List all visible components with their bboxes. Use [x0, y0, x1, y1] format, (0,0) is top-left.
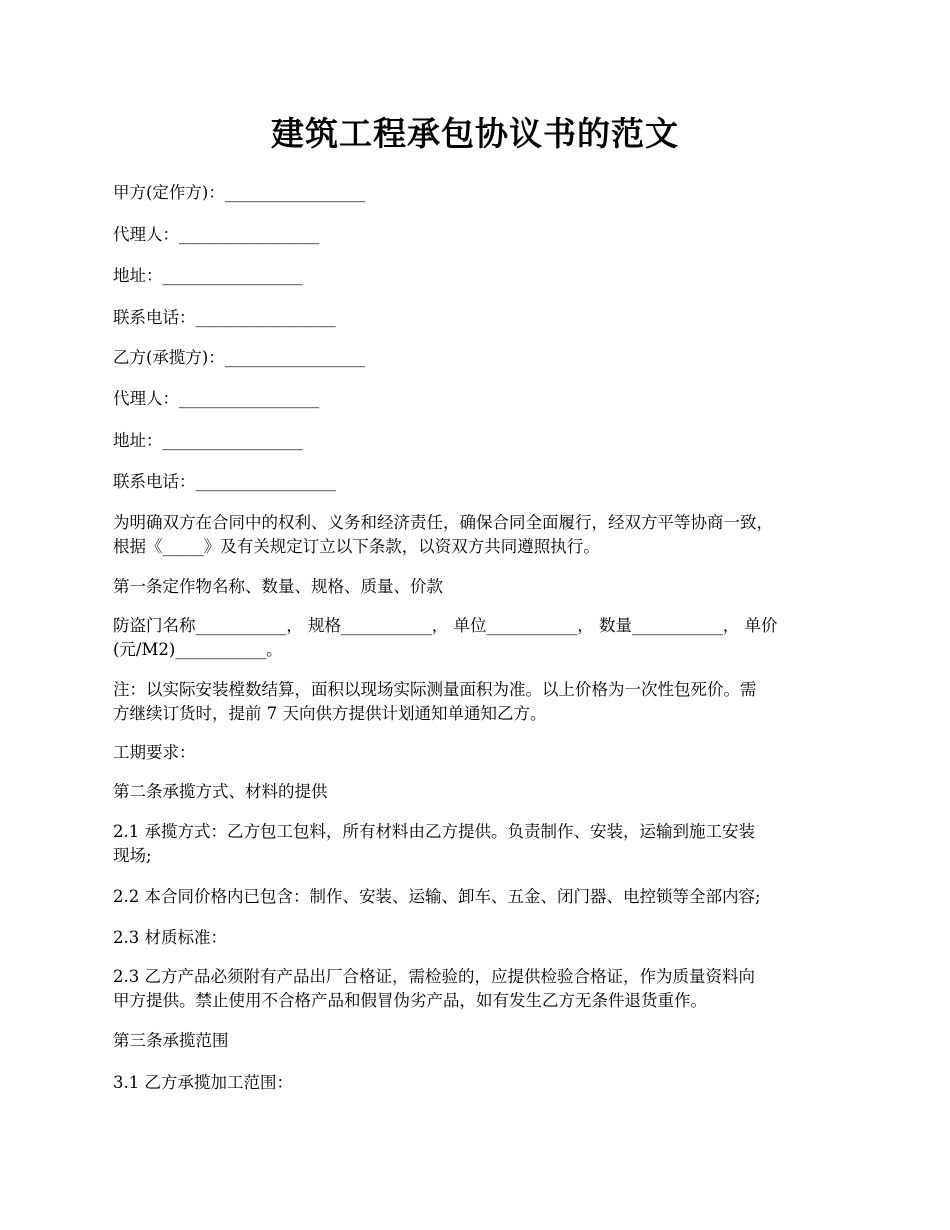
- clause-2-1-line-1: 2.1 承揽方式：乙方包工包料，所有材料由乙方提供。负责制作、安装，运输到施工安装: [113, 822, 755, 841]
- article-1-heading: 第一条定作物名称、数量、规格、质量、价款: [113, 577, 443, 596]
- party-a-phone: 联系电话：_________________: [113, 308, 336, 327]
- party-b-label: 乙方(承揽方)：_________________: [113, 348, 366, 367]
- article-2-heading: 第二条承揽方式、材料的提供: [113, 782, 328, 801]
- article-3-heading: 第三条承揽范围: [113, 1031, 229, 1050]
- preamble-line-1: 为明确双方在合同中的权利、义务和经济责任，确保合同全面履行，经双方平等协商一致，: [113, 513, 773, 532]
- party-b-agent: 代理人：_________________: [113, 389, 320, 408]
- party-a-agent: 代理人：_________________: [113, 225, 320, 244]
- clause-2-1-line-2: 现场;: [113, 846, 152, 865]
- preamble-paragraph: [113, 511, 843, 559]
- note-line-1: 注：以实际安装樘数结算，面积以现场实际测量面积为准。以上价格为一次性包死价。需: [113, 680, 757, 699]
- note-line-2: 方继续订货时，提前 7 天向供方提供计划通知单通知乙方。: [113, 704, 547, 723]
- party-b-phone: 联系电话：_________________: [113, 472, 336, 491]
- clause-2-3-line-2: 甲方提供。禁止使用不合格产品和假冒伪劣产品，如有发生乙方无条件退货重作。: [113, 991, 707, 1010]
- field-price: 单价: [744, 616, 778, 635]
- field-spec: 规格___________，: [308, 616, 449, 635]
- article-1-note: [113, 678, 843, 726]
- article-1-fields: [113, 614, 843, 662]
- clause-2-2: 2.2 本合同价格内已包含：制作、安装、运输、卸车、五金、闭门器、电控锁等全部内容;: [113, 887, 761, 906]
- preamble-line-2: 根据《_____》及有关规定订立以下条款，以资双方共同遵照执行。: [113, 537, 600, 556]
- document-title: 建筑工程承包协议书的范文: [271, 114, 679, 153]
- clause-2-1: [113, 820, 843, 868]
- schedule-requirement: 工期要求：: [113, 743, 196, 762]
- party-a-address: 地址：_________________: [113, 266, 303, 285]
- clause-2-3-certificate: [113, 965, 843, 1013]
- clause-2-3-line-1: 2.3 乙方产品必须附有产品出厂合格证，需检验的，应提供检验合格证，作为质量资料向: [113, 967, 755, 986]
- field-quantity: 数量___________，: [599, 616, 740, 635]
- party-a-label: 甲方(定作方)：_________________: [113, 183, 366, 202]
- clause-2-3-material: 2.3 材质标准：: [113, 928, 227, 947]
- field-name: 防盗门名称___________，: [113, 616, 303, 635]
- clause-3-1: 3.1 乙方承揽加工范围：: [113, 1073, 293, 1092]
- field-unit: 单位___________，: [453, 616, 594, 635]
- article-1-fields-line-1: [113, 614, 840, 638]
- party-b-address: 地址：_________________: [113, 431, 303, 450]
- article-1-fields-line-2: (元/M2)___________。: [113, 640, 283, 659]
